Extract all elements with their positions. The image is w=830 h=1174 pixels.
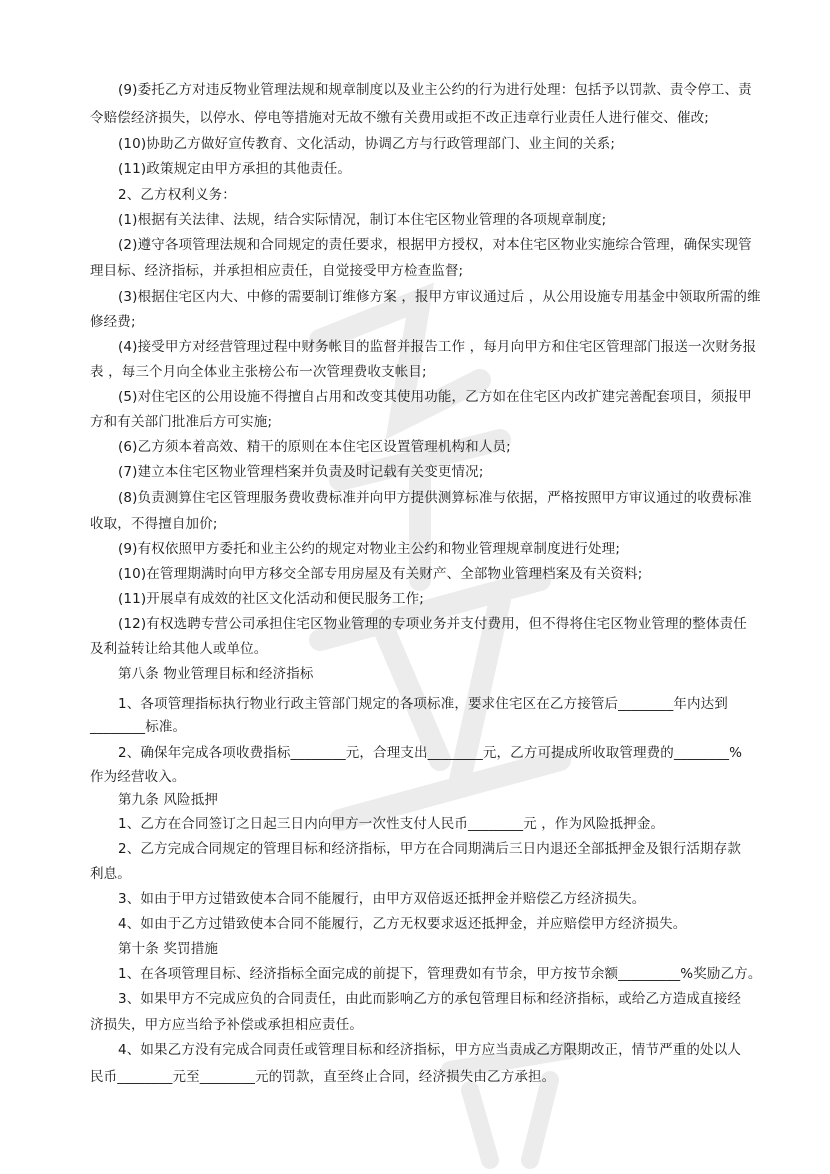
- text-line: (11)政策规定由甲方承担的其他责任。: [118, 161, 352, 177]
- text-line: 2、乙方完成合同规定的管理目标和经济指标，甲方在合同期满后三日内退还全部抵押金及银行活期存款: [118, 841, 741, 857]
- text-line: 济损失，甲方应当给予补偿或承担相应责任。: [90, 1017, 363, 1033]
- text-line: (5)对住宅区的公用设施不得擅自占用和改变其使用功能，乙方如在住宅区内改扩建完善配套项目，须报甲: [118, 389, 752, 405]
- text-line: (12)有权选聘专营公司承担住宅区物业管理的专项业务并支付费用，但不得将住宅区物业管理的整体责任: [118, 616, 747, 632]
- text-line: 4、如果乙方没有完成合同责任或管理目标和经济指标，甲方应当责成乙方限期改正，情节严重的处以人: [118, 1042, 741, 1058]
- text-line: (6)乙方须本着高效、精干的原则在本住宅区设置管理机构和人员;: [118, 439, 511, 455]
- text-line: 收取，不得擅自加价;: [90, 516, 218, 532]
- text-line: (1)根据有关法律、法规，结合实际情况，制订本住宅区物业管理的各项规章制度;: [118, 212, 607, 228]
- text-line: 3、如由于甲方过错致使本合同不能履行，由甲方双倍返还抵押金并赔偿乙方经济损失。: [118, 891, 646, 907]
- text-line: 1、各项管理指标执行物业行政主管部门规定的各项标准，要求住宅区在乙方接管后________年内达到: [118, 696, 728, 712]
- text-line: 表 ，每三个月向全体业主张榜公布一次管理费收支帐目;: [90, 364, 427, 380]
- text-line: (3)根据住宅区内大、中修的需要制订维修方案 ，报甲方审议通过后 ，从公用设施专用基金中领取所需的维: [118, 289, 761, 305]
- text-line: (8)负责测算住宅区管理服务费收费标准并向甲方提供测算标准与依据，严格按照甲方审议通过的收费标准: [118, 490, 752, 506]
- article-heading: 第八条 物业管理目标和经济指标: [118, 666, 314, 682]
- text-line: 及利益转让给其他人或单位。: [90, 641, 268, 657]
- text-line: (11)开展卓有成效的社区文化活动和便民服务工作;: [118, 591, 425, 607]
- article-heading: 第九条 风险抵押: [118, 792, 218, 808]
- section-heading: 2、乙方权利义务：: [118, 187, 236, 203]
- text-line: (9)有权依照甲方委托和业主公约的规定对物业主公约和物业管理规章制度进行处理;: [118, 541, 621, 557]
- text-line: 3、如果甲方不完成应负的合同责任，由此而影响乙方的承包管理目标和经济指标，或给乙方造成直接经: [118, 991, 741, 1007]
- text-line: (10)在管理期满时向甲方移交全部专用房屋及有关财产、全部物业管理档案及有关资料;: [118, 566, 643, 582]
- text-line: ________标准。: [90, 719, 187, 735]
- text-line: (10)协助乙方做好宣传教育、文化活动，协调乙方与行政管理部门、业主间的关系;: [118, 136, 616, 152]
- text-line: 修经费;: [90, 314, 136, 330]
- text-line: (2)遵守各项管理法规和合同规定的责任要求，根据甲方授权，对本住宅区物业实施综合管理，确保实现管: [118, 237, 752, 253]
- text-line: 1、乙方在合同签订之日起三日内向甲方一次性支付人民币________元 ，作为风险抵押金。: [118, 816, 665, 832]
- text-line: 作为经营收入。: [90, 769, 186, 785]
- text-line: (4)接受甲方对经营管理过程中财务帐目的监督并报告工作 ，每月向甲方和住宅区管理部门报送一次财务报: [118, 339, 757, 355]
- text-line: 2、确保年完成各项收费指标________元，合理支出________元，乙方可提成所收取管理费的________%: [118, 745, 743, 761]
- text-line: 令赔偿经济损失，以停水、停电等措施对无故不缴有关费用或拒不改正违章行业责任人进行催交、催改;: [90, 110, 709, 126]
- text-line: 方和有关部门批准后方可实施;: [90, 414, 273, 430]
- text-line: 理目标、经济指标，并承担相应责任，自觉接受甲方检查监督;: [90, 263, 464, 279]
- text-line: (7)建立本住宅区物业管理档案并负责及时记载有关变更情况;: [118, 464, 484, 480]
- text-line: 利息。: [90, 866, 131, 882]
- text-line: 民币________元至________元的罚款，直至终止合同，经济损失由乙方承担。: [90, 1069, 556, 1085]
- article-heading: 第十条 奖罚措施: [118, 941, 218, 957]
- text-line: (9)委托乙方对违反物业管理法规和规章制度以及业主公约的行为进行处理：包括予以罚款、责令停工、责: [118, 82, 752, 98]
- text-line: 4、如由于乙方过错致使本合同不能履行，乙方无权要求返还抵押金，并应赔偿甲方经济损失。: [118, 916, 687, 932]
- text-line: 1、在各项管理目标、经济指标全面完成的前提下，管理费如有节余，甲方按节余额_________%奖励乙方。: [118, 966, 762, 982]
